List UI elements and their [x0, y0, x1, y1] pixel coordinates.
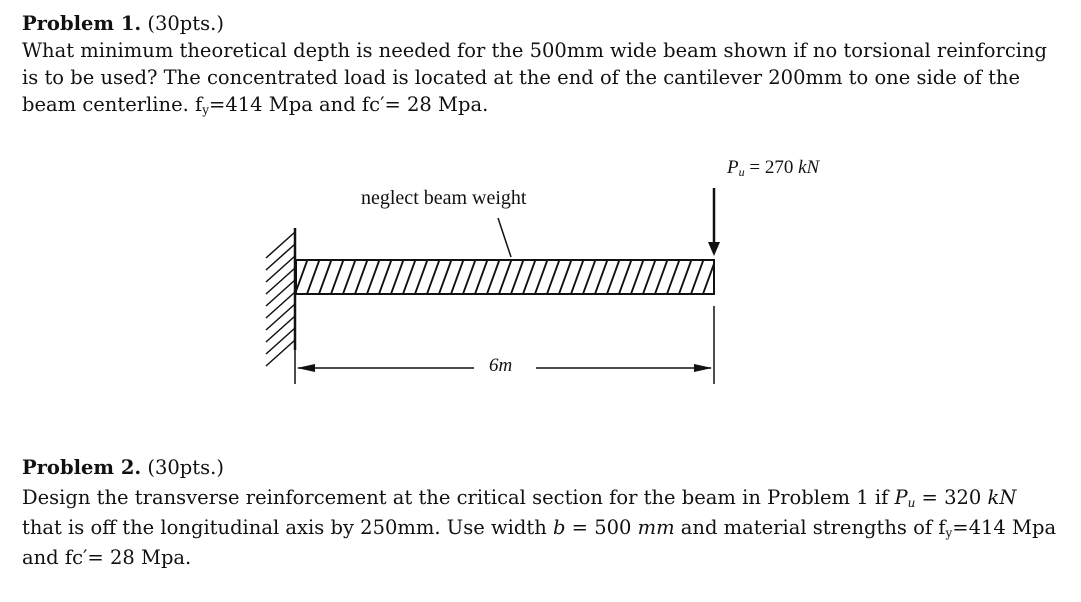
load-label: [727, 157, 819, 179]
problem-2-title: [22, 453, 1062, 483]
problem-2-text-c: and material strengths of f: [674, 516, 946, 539]
problem-2-heading: Problem 2.: [22, 456, 142, 479]
label-leader-line: [498, 218, 511, 257]
load-unit: kN: [798, 157, 820, 178]
load-sub: u: [738, 165, 745, 179]
problem-2-text-d: =414 Mpa and fc′= 28 Mpa.: [22, 516, 1057, 569]
problem-2-points: (30pts.): [141, 456, 224, 479]
cantilever-beam: [296, 260, 714, 294]
load-value: = 270: [744, 157, 799, 178]
problem-1-points: (30pts.): [141, 12, 224, 35]
b-symbol: b: [552, 516, 566, 539]
problem-1-heading: Problem 1.: [22, 12, 142, 35]
problem-1-text-a: What minimum theoretical depth is needed for the 500mm wide beam shown if no torsional reinforcing is to be used? The concentrated load is located at the end of the cantilever 200mm to one side of the beam centerline. f: [22, 39, 1048, 116]
problem-1-fy-sub: y: [202, 103, 210, 117]
pu-unit: kN: [987, 486, 1017, 509]
pu-symbol: P: [894, 486, 908, 509]
fixed-support-wall: [266, 228, 295, 366]
problem-2-text-b: that is off the longitudinal axis by 250mm. Use width: [22, 516, 553, 539]
neglect-weight-label: neglect beam weight: [361, 187, 527, 209]
load-symbol: P: [727, 157, 739, 178]
problem-2-text: [22, 486, 1056, 569]
problem-2: [22, 453, 1062, 573]
b-value: = 500: [565, 516, 638, 539]
problem-2-fy-sub: y: [945, 526, 953, 540]
problem-2-text-a: Design the transverse reinforcement at the critical section for the beam in Problem 1 if: [22, 486, 895, 509]
span-length-label: 6m: [489, 355, 513, 376]
b-unit: mm: [637, 516, 675, 539]
load-arrow: [708, 188, 720, 256]
pu-value: = 320: [915, 486, 988, 509]
problem-1-text-b: =414 Mpa and fc′= 28 Mpa.: [209, 93, 489, 116]
pu-sub: u: [907, 496, 916, 510]
